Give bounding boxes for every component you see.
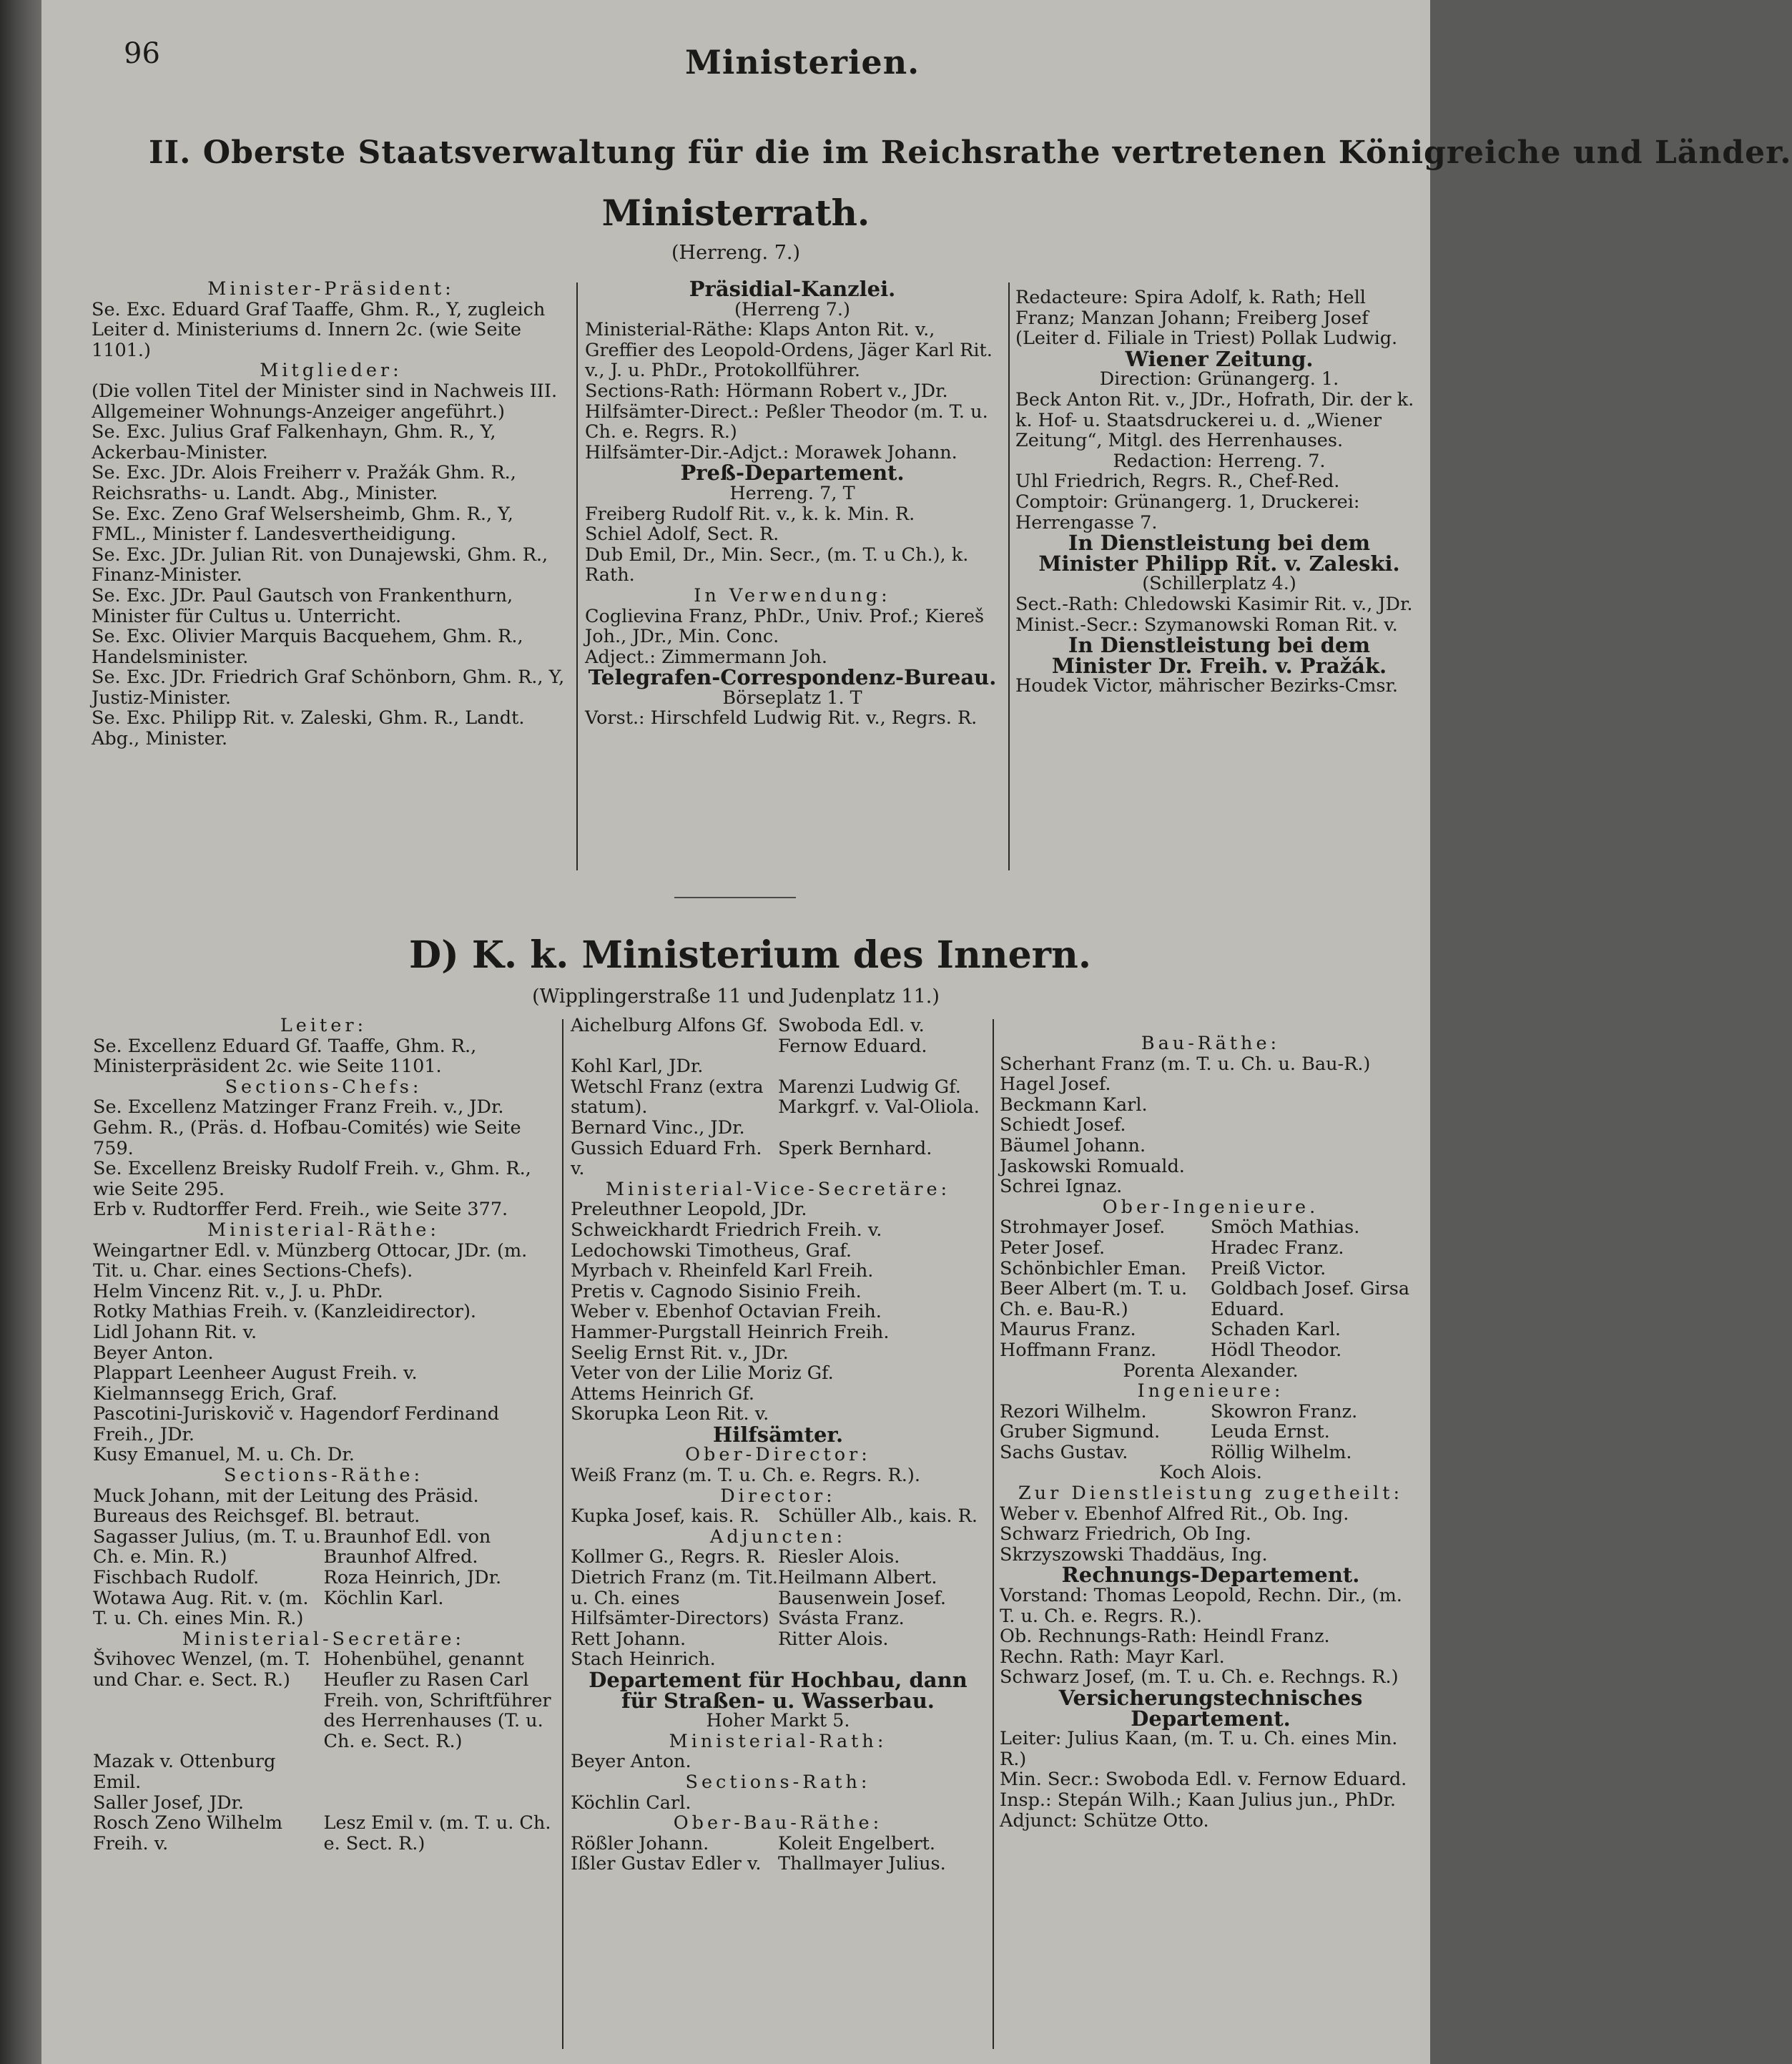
address-line: Hoher Markt 5. <box>706 1710 850 1732</box>
entry-line: Schaden Karl. <box>1211 1319 1341 1341</box>
ministerrath-column-3 <box>1015 288 1423 697</box>
group-heading: Ministerial-Räthe: <box>207 1219 440 1241</box>
entry-line: Vorstand: Thomas Leopold, Rechn. Dir., (m. T. u. Ch. e. Regrs. R.). <box>1000 1585 1402 1627</box>
entry-line: Weingartner Edl. v. Münzberg Ottocar, JDr. (m. Tit. u. Char. eines Sections-Chefs). <box>93 1239 528 1282</box>
entry-line: Saller Josef, JDr. <box>93 1792 245 1814</box>
ministerrath-address: (Herreng. 7.) <box>671 242 800 264</box>
entry-line: Rechn. Rath: Mayr Karl. <box>1000 1646 1225 1668</box>
ministerium-title: D) K. k. Ministerium des Innern. <box>409 933 1091 977</box>
entry-pair <box>93 1588 554 1629</box>
entry-line: Redacteure: Spira Adolf, k. Rath; Hell Franz; Manzan Johann; Freiberg Josef (Leiter d. Filiale in Triest) Pollak Ludwig. <box>1015 287 1398 350</box>
entry-line: Se. Excellenz Breisky Rudolf Freih. v., Ghm. R., wie Seite 295. <box>93 1158 531 1200</box>
entry-line: Seelig Ernst Rit. v., JDr. <box>571 1342 789 1364</box>
entry-line: Se. Exc. JDr. Paul Gautsch von Frankenthurn, Minister für Cultus u. Unterricht. <box>92 584 513 627</box>
entry-line: Kupka Josef, kais. R. <box>571 1505 759 1528</box>
entry-pair <box>571 1629 985 1650</box>
entry-line: Fischbach Rudolf. <box>93 1567 260 1589</box>
group-heading: Director: <box>720 1485 836 1507</box>
entry-line: Veter von der Lilie Moriz Gf. <box>571 1362 834 1385</box>
entry-pair <box>571 1568 985 1629</box>
group-heading: Leiter: <box>280 1015 368 1036</box>
entry-line: Beckmann Karl. <box>1000 1094 1148 1116</box>
entry-line: Sections-Rath: Hörmann Robert v., JDr. <box>585 380 948 402</box>
entry-line: Helm Vincenz Rit. v., J. u. PhDr. <box>93 1280 383 1302</box>
entry-line: Schwarz Friedrich, Ob Ing. <box>1000 1523 1251 1545</box>
entry-line: Mazak v. Ottenburg Emil. <box>93 1751 276 1793</box>
entry-line: Wotawa Aug. Rit. v. (m. T. u. Ch. eines Min. R.) <box>93 1587 309 1630</box>
entry-line: Rößler Johann. <box>571 1832 709 1854</box>
ministerium-column-1 <box>93 1016 554 1854</box>
group-heading: Bau-Räthe: <box>1141 1033 1281 1054</box>
entry-line: Sagasser Julius, (m. T. u. Ch. e. Min. R.) <box>93 1525 321 1568</box>
entry-line: Beyer Anton. <box>571 1751 691 1773</box>
page-number: 96 <box>124 37 160 70</box>
entry-line: Plappart Leenheer August Freih. v. <box>93 1362 418 1385</box>
entry-pair <box>571 1854 985 1874</box>
sub-department-heading: Versicherungstechnisches Departement. <box>1058 1686 1363 1731</box>
entry-line: Schiedt Josef. <box>1000 1114 1126 1136</box>
entry-line: Schrei Ignaz. <box>1000 1176 1123 1198</box>
group-heading: Sections-Räthe: <box>223 1465 424 1487</box>
entry-line: Lidl Johann Rit. v. <box>93 1321 257 1343</box>
entry-line: Muck Johann, mit der Leitung des Präsid. Bureaus des Reichsgef. Bl. betraut. <box>93 1485 479 1528</box>
entry-line: Scherhant Franz (m. T. u. Ch. u. Bau-R.) <box>1000 1053 1371 1075</box>
entry-line: Sachs Gustav. <box>1000 1441 1128 1463</box>
sub-department-heading: In Dienstleistung bei dem Minister Dr. Freih. v. Pražák. <box>1051 633 1387 678</box>
entry-line: Stach Heinrich. <box>571 1648 716 1671</box>
entry-line: Myrbach v. Rheinfeld Karl Freih. <box>571 1260 874 1282</box>
address-line: Direction: Grünangerg. 1. <box>1099 368 1339 390</box>
entry-line: Köchlin Karl. <box>323 1587 444 1609</box>
entry-pair <box>571 1547 985 1568</box>
column-rule <box>993 1019 994 2049</box>
entry-line: Skrzyszowski Thaddäus, Ing. <box>1000 1543 1268 1566</box>
entry-line: Weber v. Ebenhof Alfred Rit., Ob. Ing. <box>1000 1503 1349 1525</box>
entry-pair <box>1000 1320 1422 1340</box>
group-heading: Minister-Präsident: <box>207 278 455 300</box>
entry-line: Hilfsämter-Direct.: Peßler Theodor (m. T. u. Ch. e. Regrs. R.) <box>585 400 988 443</box>
entry-line: Beyer Anton. <box>93 1342 214 1364</box>
ministerium-address: (Wipplingerstraße 11 und Judenplatz 11.) <box>532 986 940 1008</box>
entry-line: Maurus Franz. <box>1000 1319 1136 1341</box>
entry-pair <box>1000 1217 1422 1238</box>
entry-line: Lesz Emil v. (m. T. u. Ch. e. Sect. R.) <box>323 1812 551 1854</box>
ministerrath-title: Ministerrath. <box>601 192 870 234</box>
entry-pair <box>571 1834 985 1854</box>
entry-line: Comptoir: Grünangerg. 1, Druckerei: Herrengasse 7. <box>1015 491 1360 534</box>
entry-line: Thallmayer Julius. <box>778 1853 946 1875</box>
entry-line: Skorupka Leon Rit. v. <box>571 1403 769 1425</box>
entry-pair <box>571 1649 985 1670</box>
entry-line: Se. Exc. JDr. Julian Rit. von Dunajewski, Ghm. R., Finanz-Minister. <box>92 544 548 586</box>
entry-line: Gruber Sigmund. <box>1000 1421 1161 1443</box>
sub-department-heading: In Dienstleistung bei dem Minister Philipp Rit. v. Zaleski. <box>1038 531 1400 576</box>
entry-line: Goldbach Josef. Girsa Eduard. <box>1211 1278 1410 1320</box>
entry-pair <box>571 1077 985 1118</box>
ministerium-column-3 <box>1000 1033 1422 1831</box>
group-heading: Ingenieure: <box>1137 1380 1284 1402</box>
entry-line: Kielmannsegg Erich, Graf. <box>93 1382 338 1405</box>
entry-line: Se. Exc. Eduard Graf Taaffe, Ghm. R., Y, zugleich Leiter d. Ministeriums d. Innern 2c. (wie Seite 1101.) <box>92 298 546 361</box>
entry-line: Pascotini-Juriskovič v. Hagendorf Ferdinand Freih., JDr. <box>93 1403 500 1445</box>
address-line: (Herreng 7.) <box>734 298 850 320</box>
entry-line: Se. Exc. Olivier Marquis Bacquehem, Ghm. R., Handelsminister. <box>92 626 523 668</box>
entry-line: Bernard Vinc., JDr. <box>571 1116 745 1139</box>
column-rule <box>1008 282 1010 870</box>
entry-pair <box>571 1506 985 1527</box>
entry-line: Köchlin Carl. <box>571 1792 691 1814</box>
sub-department-heading: Preß-Departement. <box>680 461 905 486</box>
entry-line: Schönbichler Eman. <box>1000 1257 1187 1279</box>
column-rule <box>576 282 578 870</box>
entry-line: Röllig Wilhelm. <box>1211 1441 1352 1463</box>
address-line: (Schillerplatz 4.) <box>1142 573 1296 595</box>
group-heading: Ministerial-Secretäre: <box>182 1628 466 1650</box>
entry-line: Hohenbühel, genannt Heufler zu Rasen Carl Freih. von, Schriftführer des Herrenhauses (T. u. Ch. e. Sect. R.) <box>323 1648 551 1752</box>
entry-line: Beer Albert (m. T. u. Ch. e. Bau-R.) <box>1000 1278 1188 1320</box>
entry-line: Kollmer G., Regrs. R. <box>571 1546 766 1568</box>
entry-line: Ministerial-Räthe: Klaps Anton Rit. v., Greffier des Leopold-Ordens, Jäger Karl Rit. v., J. u. PhDr., Protokollführer. <box>585 319 993 382</box>
entry-pair <box>571 1139 985 1179</box>
entry-pair <box>1000 1279 1422 1320</box>
entry-line: Se. Exc. Zeno Graf Welsersheimb, Ghm. R., Y, FML., Minister f. Landesvertheidigung. <box>92 503 513 546</box>
entry-line: Hödl Theodor. <box>1211 1339 1342 1361</box>
ministerrath-column-2 <box>585 279 1000 729</box>
entry-line: Hilfsämter-Dir.-Adjct.: Morawek Johann. <box>585 441 957 463</box>
entry-line: Gussich Eduard Frh. v. <box>571 1137 762 1180</box>
entry-line: Ißler Gustav Edler v. <box>571 1853 762 1875</box>
entry-line: Weiß Franz (m. T. u. Ch. e. Regrs. R.). <box>571 1465 920 1487</box>
entry-line: Hoffmann Franz. <box>1000 1339 1157 1361</box>
entry-line: Dietrich Franz (m. Tit. u. Ch. eines Hilfsämter-Directors) <box>571 1567 779 1630</box>
entry-pair <box>1000 1443 1422 1463</box>
entry-line: Rotky Mathias Freih. v. (Kanzleidirector). <box>93 1301 476 1323</box>
entry-line: Leiter: Julius Kaan, (m. T. u. Ch. eines Min. R.) <box>1000 1728 1398 1770</box>
entry-line: Bäumel Johann. <box>1000 1134 1146 1156</box>
entry-line: Preleuthner Leopold, JDr. <box>571 1199 807 1221</box>
entry-line: Jaskowski Romuald. <box>1000 1155 1185 1177</box>
entry-line: Min. Secr.: Swoboda Edl. v. Fernow Eduard. <box>1000 1769 1407 1791</box>
entry-line: Sect.-Rath: Chledowski Kasimir Rit. v., JDr. <box>1015 593 1413 615</box>
entry-pair <box>571 1118 985 1139</box>
entry-line: Se. Exc. Philipp Rit. v. Zaleski, Ghm. R., Landt. Abg., Minister. <box>92 707 525 750</box>
sub-department-heading: Wiener Zeitung. <box>1125 346 1314 371</box>
entry-line: Uhl Friedrich, Regrs. R., Chef-Red. <box>1015 471 1340 493</box>
entry-line: (Die vollen Titel der Minister sind in Nachweis III. Allgemeiner Wohnungs-Anzeiger angeführt.) <box>92 380 558 423</box>
entry-line: Aichelburg Alfons Gf. <box>571 1015 768 1036</box>
entry-line: Attems Heinrich Gf. <box>571 1382 754 1405</box>
group-heading: Ober-Bau-Räthe: <box>673 1812 883 1834</box>
book-spine <box>0 0 41 2064</box>
sub-department-heading: Departement für Hochbau, dann für Straßen- u. Wasserbau. <box>589 1668 968 1713</box>
entry-line: Preiß Victor. <box>1211 1257 1326 1279</box>
group-heading: Ober-Ingenieure. <box>1102 1196 1319 1218</box>
entry-pair <box>93 1813 554 1854</box>
entry-pair <box>571 1016 985 1056</box>
address-line: Redaction: Herreng. 7. <box>1113 450 1326 472</box>
entry-pair <box>1000 1340 1422 1361</box>
entry-pair <box>1000 1238 1422 1259</box>
entry-line: Se. Exc. JDr. Alois Freiherr v. Pražák Ghm. R., Reichsraths- u. Landt. Abg., Minister. <box>92 462 516 504</box>
entry-line: Koleit Engelbert. <box>778 1832 936 1854</box>
section-title: II. Oberste Staatsverwaltung für die im Reichsrathe vertretenen Königreiche und Länder. <box>149 134 1792 171</box>
group-heading: Ministerial-Vice-Secretäre: <box>605 1178 951 1200</box>
entry-line <box>778 1118 985 1139</box>
entry-line: Ritter Alois. <box>778 1628 889 1650</box>
entry-line: Erb v. Rudtorffer Ferd. Freih., wie Seite 377. <box>93 1199 508 1221</box>
entry-line: Švihovec Wenzel, (m. T. und Char. e. Sect. R.) <box>93 1648 310 1691</box>
entry-line: Hammer-Purgstall Heinrich Freih. <box>571 1321 890 1343</box>
entry-pair <box>1000 1402 1422 1422</box>
entry-line: Schwarz Josef, (m. T. u. Ch. e. Rechngs. R.) <box>1000 1666 1399 1689</box>
entry-line: Schiel Adolf, Sect. R. <box>585 524 779 546</box>
entry-line: Beck Anton Rit. v., JDr., Hofrath, Dir. der k. k. Hof- u. Staatsdruckerei u. d. „Wiener Zeitung“, Mitgl. des Herrenhauses. <box>1015 388 1414 452</box>
entry-line: Hradec Franz. <box>1211 1237 1344 1259</box>
entry-line: Coglievina Franz, PhDr., Univ. Prof.; Kiereš Joh., JDr., Min. Conc. <box>585 605 985 648</box>
entry-line: Peter Josef. <box>1000 1237 1106 1259</box>
group-heading: Adjuncten: <box>709 1525 847 1548</box>
entry-line: Houdek Victor, mährischer Bezirks-Cmsr. <box>1015 675 1398 697</box>
group-heading: Mitglieder: <box>260 360 403 382</box>
entry-line: Roza Heinrich, JDr. <box>323 1567 502 1589</box>
section-divider <box>674 897 796 898</box>
group-heading: Sections-Rath: <box>685 1771 871 1793</box>
entry-pair <box>93 1751 554 1792</box>
sub-department-heading: Hilfsämter. <box>712 1422 844 1447</box>
entry-pair <box>1000 1259 1422 1279</box>
entry-line: Hagel Josef. <box>1000 1073 1111 1096</box>
entry-line: Weber v. Ebenhof Octavian Freih. <box>571 1301 882 1323</box>
entry-pair <box>571 1056 985 1077</box>
entry-line: Se. Exc. JDr. Friedrich Graf Schönborn, Ghm. R., Y, Justiz-Minister. <box>92 667 565 709</box>
entry-line <box>324 1751 555 1792</box>
address-line: Börseplatz 1. T <box>722 687 862 709</box>
ministerium-column-2 <box>571 1016 985 1874</box>
entry-line: Freiberg Rudolf Rit. v., k. k. Min. R. <box>585 503 915 525</box>
entry-line: Vorst.: Hirschfeld Ludwig Rit. v., Regrs. R. <box>585 707 978 729</box>
address-line: Herreng. 7, T <box>729 482 855 504</box>
entry-line: Riesler Alois. <box>778 1546 900 1568</box>
entry-line: Marenzi Ludwig Gf. Markgrf. v. Val-Oliola. <box>778 1076 980 1119</box>
entry-line: Heilmann Albert. Bausenwein Josef. Svásta Franz. <box>778 1567 946 1630</box>
entry-line: Se. Excellenz Eduard Gf. Taaffe, Ghm. R., Ministerpräsident 2c. wie Seite 1101. <box>93 1035 477 1078</box>
group-heading: Zur Dienstleistung zugetheilt: <box>1018 1483 1404 1505</box>
entry-line: Skowron Franz. <box>1211 1400 1358 1422</box>
entry-line: Se. Excellenz Matzinger Franz Freih. v., JDr. Gehm. R., (Präs. d. Hofbau-Comités) wie Seite 759. <box>93 1096 521 1159</box>
entry-line: Rett Johann. <box>571 1628 686 1650</box>
page <box>41 0 1792 2064</box>
entry-line <box>324 1793 555 1814</box>
entry-line: Swoboda Edl. v. Fernow Eduard. <box>778 1015 927 1057</box>
entry-line: Wetschl Franz (extra statum). <box>571 1076 764 1119</box>
entry-line: Smöch Mathias. <box>1211 1217 1360 1239</box>
entry-line: Dub Emil, Dr., Min. Secr., (m. T. u Ch.), k. Rath. <box>585 544 969 586</box>
entry-line: Ob. Rechnungs-Rath: Heindl Franz. <box>1000 1626 1330 1648</box>
column-rule <box>562 1019 563 2049</box>
entry-line: Sperk Bernhard. <box>778 1137 932 1159</box>
entry-line: Schweickhardt Friedrich Freih. v. <box>571 1219 882 1241</box>
entry-line: Ledochowski Timotheus, Graf. <box>571 1239 852 1262</box>
entry-line: Strohmayer Josef. <box>1000 1217 1166 1239</box>
entry-line: Braunhof Edl. von Braunhof Alfred. <box>323 1525 491 1568</box>
entry-line <box>778 1056 985 1077</box>
entry-line: Se. Exc. Julius Graf Falkenhayn, Ghm. R., Y, Ackerbau-Minister. <box>92 421 496 463</box>
entry-pair <box>93 1527 554 1568</box>
entry-line: Rosch Zeno Wilhelm Freih. v. <box>93 1812 283 1854</box>
entry-line: Adjunct: Schütze Otto. <box>1000 1809 1209 1832</box>
entry-line: Leuda Ernst. <box>1211 1421 1330 1443</box>
group-heading: Ober-Director: <box>685 1444 871 1466</box>
entry-line: Minist.-Secr.: Szymanowski Roman Rit. v. <box>1015 614 1398 636</box>
entry-line: Rezori Wilhelm. <box>1000 1400 1147 1422</box>
entry-pair <box>93 1568 554 1588</box>
group-heading: In Verwendung: <box>694 584 891 606</box>
entry-line: Pretis v. Cagnodo Sisinio Freih. <box>571 1280 862 1302</box>
sub-department-heading: Rechnungs-Departement. <box>1061 1563 1360 1588</box>
group-heading: Ministerial-Rath: <box>669 1730 887 1752</box>
address-line: Porenta Alexander. <box>1123 1360 1299 1382</box>
sub-department-heading: Telegrafen-Correspondenz-Bureau. <box>588 665 997 690</box>
address-line: Koch Alois. <box>1159 1462 1262 1484</box>
ministerrath-column-1 <box>92 279 571 750</box>
entry-pair <box>93 1649 554 1751</box>
entry-pair <box>93 1793 554 1814</box>
sub-department-heading: Präsidial-Kanzlei. <box>689 277 896 301</box>
entry-line: Insp.: Stepán Wilh.; Kaan Julius jun., PhDr. <box>1000 1789 1397 1811</box>
entry-line: Kusy Emanuel, M. u. Ch. Dr. <box>93 1444 355 1466</box>
group-heading: Sections-Chefs: <box>225 1076 423 1098</box>
entry-line: Kohl Karl, JDr. <box>571 1056 704 1078</box>
entry-line: Adject.: Zimmermann Joh. <box>585 646 828 668</box>
entry-line <box>778 1649 985 1670</box>
entry-line: Schüller Alb., kais. R. <box>778 1505 978 1528</box>
running-head: Ministerien. <box>685 43 920 82</box>
entry-pair <box>1000 1422 1422 1443</box>
